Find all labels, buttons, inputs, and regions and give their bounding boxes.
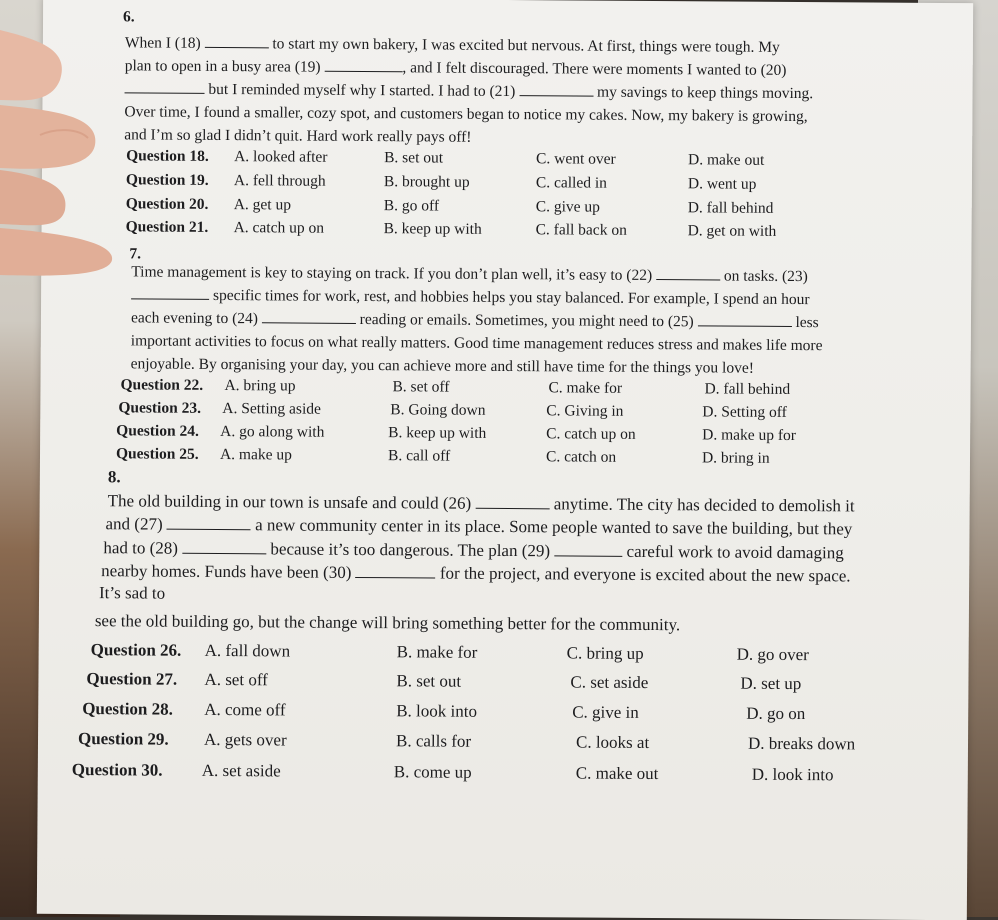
option-b[interactable]: B. set out	[384, 149, 444, 167]
question-row	[71, 759, 834, 785]
option-b[interactable]: B. keep up with	[388, 424, 487, 442]
worksheet-page	[37, 0, 973, 920]
question-label: Question 28.	[82, 699, 173, 719]
option-c[interactable]: C. give in	[572, 702, 639, 722]
section-number: 8.	[107, 467, 121, 487]
option-b[interactable]: B. set out	[396, 671, 462, 691]
question-label: Question 22.	[120, 376, 204, 394]
passage-line: specific times for work, rest, and hobbies helps you stay balanced. For example, I spend an hour	[131, 285, 810, 310]
option-d[interactable]: D. go on	[746, 703, 806, 724]
option-a[interactable]: A. catch up on	[233, 219, 325, 237]
option-d[interactable]: D. fall behind	[687, 199, 774, 217]
question-label: Question 19.	[125, 171, 209, 189]
question-row	[126, 147, 765, 169]
answer-blank[interactable]	[475, 496, 549, 510]
option-d[interactable]: D. look into	[751, 764, 834, 785]
passage-line: When I (18) to start my own bakery, I was excited but nervous. At first, things were tough. My	[124, 34, 780, 56]
option-b[interactable]: B. come up	[393, 762, 472, 782]
passage-line: Time management is key to staying on track. If you don’t plan well, it’s easy to (22) on tasks. (23)	[131, 263, 808, 286]
option-c[interactable]: C. bring up	[566, 643, 644, 663]
answer-blank[interactable]	[125, 80, 205, 94]
answer-blank[interactable]	[554, 543, 622, 556]
option-b[interactable]: B. call off	[387, 447, 451, 465]
option-a[interactable]: A. get up	[233, 196, 292, 214]
passage-line: and I’m so glad I didn’t quit. Hard work really pays off!	[124, 126, 472, 146]
option-a[interactable]: A. come off	[204, 699, 286, 720]
question-label: Question 27.	[86, 669, 178, 689]
option-c[interactable]: C. went over	[536, 150, 616, 168]
question-label: Question 24.	[116, 422, 199, 440]
option-c[interactable]: C. Giving in	[546, 402, 624, 420]
hand-graphic	[0, 20, 120, 280]
option-d[interactable]: D. went up	[687, 175, 757, 193]
question-row	[116, 422, 797, 445]
option-d[interactable]: D. set up	[740, 673, 802, 694]
question-row	[115, 445, 770, 467]
option-d[interactable]: D. make up for	[702, 426, 797, 445]
question-row	[118, 399, 787, 421]
passage-line: enjoyable. By organising your day, you can achieve more and still have time for the things you love!	[130, 355, 754, 377]
option-c[interactable]: C. called in	[535, 174, 608, 192]
passage-line: It’s sad to	[98, 583, 166, 603]
option-a[interactable]: A. go along with	[220, 423, 325, 441]
passage-line: each evening to (24) reading or emails. Sometimes, you might need to (25) less	[130, 309, 819, 332]
question-row	[125, 195, 774, 217]
passage-line: but I reminded myself why I started. I had to (21) my savings to keep things moving.	[124, 79, 813, 104]
option-a[interactable]: A. gets over	[203, 729, 287, 750]
question-label: Question 25.	[115, 445, 199, 463]
option-a[interactable]: A. Setting aside	[222, 400, 321, 418]
question-label: Question 23.	[118, 399, 202, 417]
question-row	[82, 699, 806, 724]
question-label: Question 30.	[71, 759, 163, 780]
question-row	[125, 218, 777, 240]
option-d[interactable]: D. go over	[736, 644, 809, 665]
passage-line: plan to open in a busy area (19) , and I felt discouraged. There were moments I wanted to (20)	[124, 57, 787, 79]
option-a[interactable]: A. make up	[219, 446, 292, 464]
option-a[interactable]: A. looked after	[234, 148, 328, 166]
question-row	[90, 640, 809, 665]
option-c[interactable]: C. set aside	[570, 672, 649, 693]
passage-line: The old building in our town is unsafe and could (26) anytime. The city has decided to demolish it	[107, 491, 855, 516]
question-label: Question 26.	[90, 640, 182, 660]
question-label: Question 18.	[126, 147, 209, 165]
question-label: Question 29.	[77, 729, 169, 749]
option-b[interactable]: B. Going down	[390, 401, 486, 419]
section-number: 7.	[129, 245, 142, 263]
option-b[interactable]: B. keep up with	[383, 220, 482, 238]
passage-line: nearby homes. Funds have been (30) for the project, and everyone is excited about the new space.	[101, 561, 851, 586]
answer-blank[interactable]	[698, 313, 792, 327]
answer-blank[interactable]	[519, 83, 593, 97]
option-d[interactable]: D. Setting off	[702, 403, 787, 421]
option-b[interactable]: B. set off	[392, 378, 450, 396]
option-a[interactable]: A. bring up	[224, 377, 296, 395]
answer-blank[interactable]	[204, 35, 268, 48]
question-row	[125, 171, 757, 193]
question-label: Question 20.	[125, 195, 209, 213]
option-c[interactable]: C. give up	[535, 198, 600, 216]
option-c[interactable]: C. looks at	[575, 732, 650, 753]
question-row	[86, 669, 802, 694]
option-c[interactable]: C. fall back on	[535, 221, 627, 239]
option-c[interactable]: C. catch on	[545, 448, 617, 466]
option-d[interactable]: D. get on with	[687, 222, 777, 240]
answer-blank[interactable]	[131, 286, 209, 300]
passage-line: important activities to focus on what really matters. Good time management reduces stress and makes life more	[130, 332, 823, 355]
option-b[interactable]: B. make for	[396, 642, 478, 662]
answer-blank[interactable]	[656, 267, 720, 280]
option-a[interactable]: A. fall down	[204, 640, 291, 661]
passage-line: see the old building go, but the change will bring something better for the community.	[94, 611, 681, 635]
option-d[interactable]: D. breaks down	[747, 733, 856, 754]
option-d[interactable]: D. bring in	[701, 449, 770, 467]
option-c[interactable]: C. make out	[575, 763, 659, 784]
passage-line: had to (28) because it’s too dangerous. The plan (29) careful work to avoid damaging	[103, 538, 844, 563]
option-b[interactable]: B. go off	[383, 197, 440, 215]
option-d[interactable]: D. make out	[688, 151, 765, 169]
option-c[interactable]: C. make for	[548, 379, 623, 397]
passage-line: and (27) a new community center in its place. Some people wanted to save the building, but they	[105, 514, 853, 539]
answer-blank[interactable]	[356, 565, 436, 579]
option-b[interactable]: B. look into	[396, 701, 478, 721]
option-a[interactable]: A. set aside	[201, 760, 281, 781]
option-b[interactable]: B. brought up	[383, 173, 470, 191]
question-row	[77, 729, 856, 754]
option-b[interactable]: B. calls for	[395, 731, 472, 751]
question-row	[120, 376, 791, 398]
option-a[interactable]: A. fell through	[233, 172, 326, 190]
passage-line: Over time, I found a smaller, cozy spot, and customers began to notice my cakes. Now, my bakery is growing,	[124, 103, 808, 126]
option-d[interactable]: D. fall behind	[704, 380, 791, 398]
option-c[interactable]: C. catch up on	[546, 425, 636, 443]
section-number: 6.	[123, 8, 135, 26]
answer-blank[interactable]	[262, 310, 356, 324]
question-label: Question 21.	[125, 218, 209, 236]
answer-blank[interactable]	[167, 517, 251, 531]
answer-blank[interactable]	[324, 59, 402, 73]
option-a[interactable]: A. set off	[204, 669, 268, 690]
answer-blank[interactable]	[182, 541, 266, 555]
